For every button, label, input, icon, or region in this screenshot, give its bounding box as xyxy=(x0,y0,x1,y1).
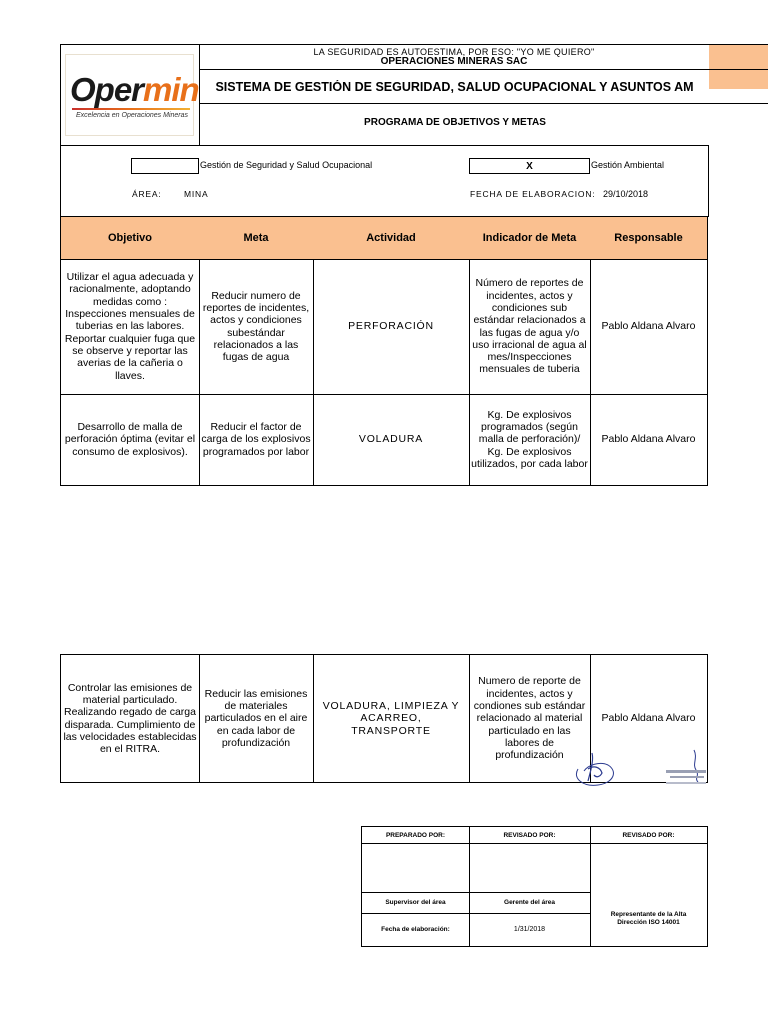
row2-objetivo: Desarrollo de malla de perforación óptima (evitar el consumo de explosivos). xyxy=(60,394,200,486)
slogan: LA SEGURIDAD ES AUTOESTIMA, POR ESO: "YO ME QUIERO" xyxy=(313,47,595,57)
col-header-indicador: Indicador de Meta xyxy=(469,216,591,260)
row3-responsable: Pablo Aldana Alvaro xyxy=(590,654,708,783)
row2-indicador: Kg. De explosivos programados (según malla de perforación)/ Kg. De explosivos utilizados, por cada labor xyxy=(469,394,591,486)
row3-actividad: VOLADURA, LIMPIEZA Y ACARREO, TRANSPORTE xyxy=(313,654,470,783)
logo-underline xyxy=(72,108,190,110)
row3-indicador: Numero de reporte de incidentes, actos y condiones sub estándar relacionado al material particulado en las labores de profundización xyxy=(469,654,591,783)
logo-per: per xyxy=(94,71,144,108)
col-header-meta: Meta xyxy=(199,216,314,260)
area-label: ÁREA: xyxy=(132,189,162,199)
logo-min: min xyxy=(143,71,199,108)
row2-meta: Reducir el factor de carga de los explosivos programados por labor xyxy=(199,394,314,486)
approval-fecha-value: 1/31/2018 xyxy=(469,913,591,947)
col-header-actividad: Actividad xyxy=(313,216,470,260)
gerente-role: Gerente del área xyxy=(469,892,591,914)
fecha-value: 29/10/2018 xyxy=(603,189,649,199)
area-value: MINA xyxy=(184,189,209,199)
approval-fecha-label: Fecha de elaboración: xyxy=(361,913,470,947)
stamp-mark xyxy=(664,748,708,788)
company-name: OPERACIONES MINERAS SAC xyxy=(380,56,528,67)
col-header-responsable: Responsable xyxy=(590,216,708,260)
logo-tagline: Excelencia en Operaciones Mineras xyxy=(75,112,189,119)
row2-responsable: Pablo Aldana Alvaro xyxy=(590,394,708,486)
row1-indicador: Número de reportes de incidentes, actos y condiciones sub estándar relacionados a las fugas de agua y/o uso irracional de agua al mes/Inspecciones mensuales de tuberia xyxy=(469,259,591,395)
info-block xyxy=(60,145,709,217)
row3-objetivo: Controlar las emisiones de material particulado. Realizando regado de carga disparada. Cumplimiento de las velocidades establecidas en el RITRA. xyxy=(60,654,200,783)
fecha-label: FECHA DE ELABORACION: xyxy=(470,189,596,199)
representante-role: Representante de la Alta Dirección ISO 14001 xyxy=(590,892,708,947)
col-header-objetivo: Objetivo xyxy=(60,216,200,260)
row3-meta: Reducir las emisiones de materiales particulados en el aire en cada labor de profundización xyxy=(199,654,314,783)
ga-label: Gestión Ambiental xyxy=(591,160,665,170)
sso-checkbox[interactable] xyxy=(131,158,199,174)
row1-meta: Reducir numero de reportes de incidentes, actos y condiciones subestándar relacionados a las fugas de agua xyxy=(199,259,314,395)
revisado1-signature xyxy=(469,843,591,893)
preparado-header: PREPARADO POR: xyxy=(361,826,470,844)
program-title: PROGRAMA DE OBJETIVOS Y METAS xyxy=(364,117,546,128)
row2-actividad: VOLADURA xyxy=(313,394,470,486)
revisado2-header: REVISADO POR: xyxy=(590,826,708,844)
revisado2-signature xyxy=(590,843,708,893)
ga-checkbox[interactable]: X xyxy=(469,158,590,174)
supervisor-role: Supervisor del área xyxy=(361,892,470,914)
preparado-signature xyxy=(361,843,470,893)
company-logo xyxy=(65,54,199,136)
signature-mark xyxy=(570,745,620,790)
row1-responsable: Pablo Aldana Alvaro xyxy=(590,259,708,395)
sso-label: Gestión de Seguridad y Salud Ocupacional xyxy=(200,160,373,170)
row1-actividad: PERFORACIÓN xyxy=(313,259,470,395)
revisado1-header: REVISADO POR: xyxy=(469,826,591,844)
system-title: SISTEMA DE GESTIÓN DE SEGURIDAD, SALUD OCUPACIONAL Y ASUNTOS AM xyxy=(215,80,694,94)
logo-wordmark xyxy=(70,69,199,111)
row1-objetivo: Utilizar el agua adecuada y racionalmente, adoptando medidas como : Inspecciones mensuales de tuberias en las labores. Reportar cualquier fuga que se observe y reportar las averias de la cañeria o llaves. xyxy=(60,259,200,395)
logo-o: O xyxy=(70,71,95,108)
